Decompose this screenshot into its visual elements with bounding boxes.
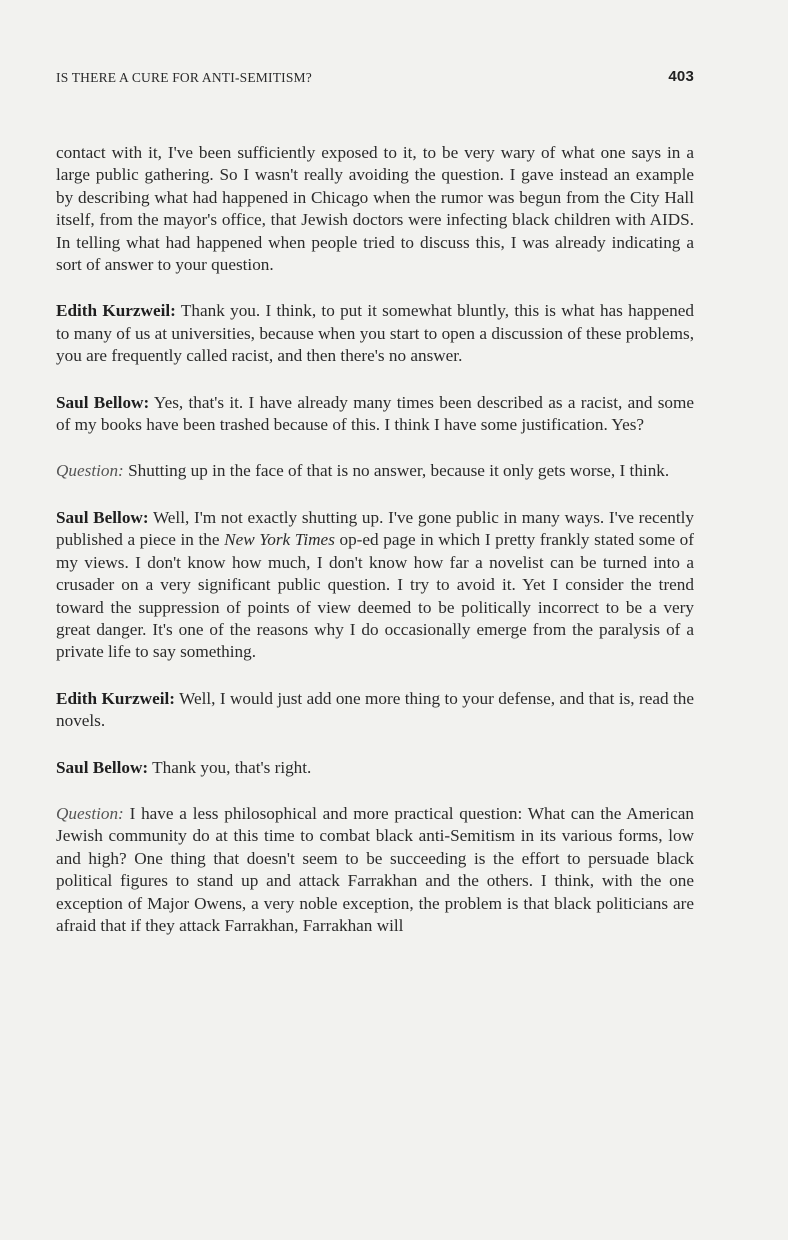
paragraph <box>56 507 694 664</box>
paragraph <box>56 803 694 937</box>
paragraph-text: I have a less philosophical and more practical question: What can the American Jewish community do at this time to combat black anti-Semitism in its various forms, low and high? One thing that doesn't seem to be succeeding is the effort to persuade black political figures to stand up and attack Farrakhan and the others. I think, with the one exception of Major Owens, a very noble exception, the problem is that black politicians are afraid that if they attack Farrakhan, Farrakhan will <box>56 803 694 935</box>
paragraph-text: Yes, that's it. I have already many times been described as a racist, and some of my books have been trashed because of this. I think I have some justification. Yes? <box>56 392 695 435</box>
question-label: Question: <box>56 461 124 481</box>
paragraph-text: contact with it, I've been sufficiently exposed to it, to be very wary of what one says in a large public gathering. So I wasn't really avoiding the question. I gave instead an example by describing what had happened in Chicago when the rumor was begun from the City Hall itself, from the mayor's office, that Jewish doctors were infecting black children with AIDS. In telling what had happened when people tried to discuss this, I was already indicating a sort of answer to your question. <box>56 143 694 275</box>
running-head <box>56 70 694 86</box>
paragraph-text: Well, I would just add one more thing to your defense, and that is, read the novels. <box>56 688 694 731</box>
question-label: Question: <box>56 803 124 823</box>
speaker-name: Saul Bellow: <box>56 757 149 777</box>
speaker-name: Saul Bellow: <box>56 507 149 527</box>
paragraph <box>56 300 694 367</box>
speaker-name: Edith Kurzweil: <box>56 688 175 708</box>
page-number: 403 <box>668 68 694 85</box>
paragraph <box>56 142 694 276</box>
paragraph <box>56 392 694 437</box>
speaker-name: Saul Bellow: <box>56 392 150 412</box>
paragraph-text: Shutting up in the face of that is no answer, because it only gets worse, I think. <box>128 461 670 481</box>
paragraph-text: Thank you. I think, to put it somewhat bluntly, this is what has happened to many of us at universities, because when you start to open a discussion of these problems, you are frequently called racist, and then there's no answer. <box>56 301 695 366</box>
chapter-title: IS THERE A CURE FOR ANTI-SEMITISM? <box>56 70 312 85</box>
newspaper-title: New York Times <box>224 530 335 550</box>
paragraph-text: Well, I'm not exactly shutting up. I've gone public in many ways. I've recently published a piece in the <box>56 507 694 550</box>
paragraph-text: op-ed page in which I pretty frankly stated some of my views. I don't know how much, I don't know how far a novelist can be turned into a crusader on a very significant public question. I try to avoid it. Yet I consider the trend toward the suppression of points of view deemed to be politically incorrect to be a very great danger. It's one of the reasons why I do occasionally emerge from the paralysis of a private life to say something. <box>56 530 695 662</box>
speaker-name: Edith Kurzweil: <box>56 301 176 321</box>
body-text <box>56 142 694 961</box>
paragraph <box>56 460 694 482</box>
paragraph <box>56 757 694 779</box>
paragraph <box>56 688 694 733</box>
paragraph-text: Thank you, that's right. <box>152 757 312 777</box>
